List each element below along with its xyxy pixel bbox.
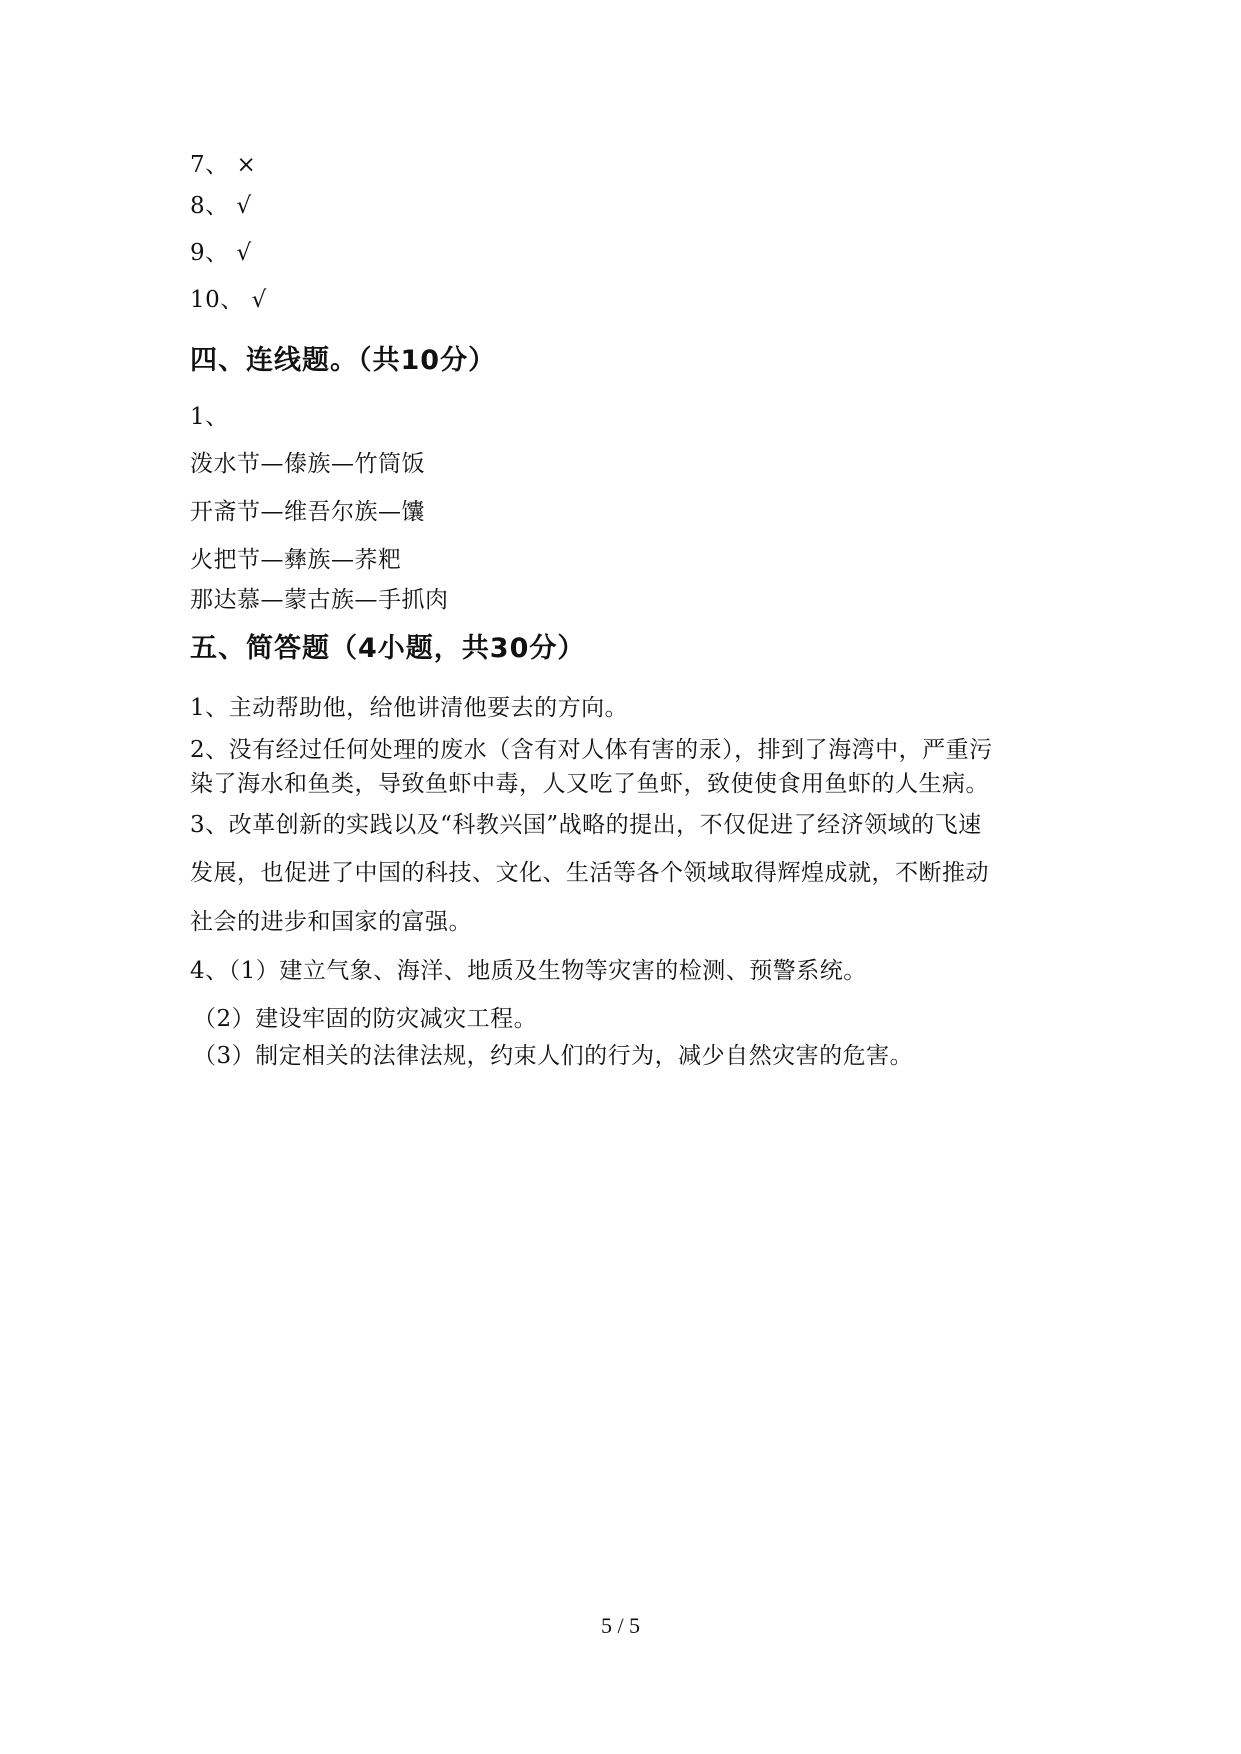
short-answer-2-line: 2、没有经过任何处理的废水（含有对人体有害的汞），排到了海湾中，严重污 <box>190 737 993 763</box>
section4-heading: 四、连线题。（共10分） <box>190 345 497 376</box>
matching-line: 开斋节—维吾尔族—馕 <box>190 499 425 525</box>
cross-mark: × <box>236 152 257 178</box>
check-mark: √ <box>251 287 267 313</box>
check-mark: √ <box>236 240 252 266</box>
section5-heading: 五、简答题（4小题，共30分） <box>190 633 586 664</box>
page-number: 5 / 5 <box>600 1613 641 1638</box>
matching-line: 那达慕—蒙古族—手抓肉 <box>190 587 449 613</box>
short-answer-3-line: 3、改革创新的实践以及“科教兴国”战略的提出，不仅促进了经济领域的飞速 <box>190 812 982 838</box>
short-answer-3-line: 发展，也促进了中国的科技、文化、生活等各个领域取得辉煌成就，不断推动 <box>190 860 989 886</box>
answer-number: 7、 <box>190 152 229 178</box>
answer-7 <box>190 150 256 180</box>
answer-number: 10、 <box>190 287 244 313</box>
short-answer-4-line: （2）建设牢固的防灾减灾工程。 <box>193 1006 538 1032</box>
short-answer-4-line: 4、（1）建立气象、海洋、地质及生物等灾害的检测、预警系统。 <box>190 958 867 984</box>
short-answer-2-line: 染了海水和鱼类，导致鱼虾中毒，人又吃了鱼虾，致使使食用鱼虾的人生病。 <box>190 771 989 797</box>
answer-9 <box>190 238 252 268</box>
short-answer-1: 1、主动帮助他，给他讲清他要去的方向。 <box>190 695 629 721</box>
answer-number: 9、 <box>190 240 229 266</box>
check-mark: √ <box>236 193 252 219</box>
answer-number: 8、 <box>190 193 229 219</box>
answer-10 <box>190 285 267 315</box>
answer-8 <box>190 191 252 221</box>
short-answer-3-line: 社会的进步和国家的富强。 <box>190 909 472 935</box>
matching-line: 火把节—彝族—荞粑 <box>190 547 402 573</box>
short-answer-4-line: （3）制定相关的法律法规，约束人们的行为，减少自然灾害的危害。 <box>193 1043 914 1069</box>
matching-line: 泼水节—傣族—竹筒饭 <box>190 451 425 477</box>
section4-item-number: 1、 <box>190 404 229 430</box>
